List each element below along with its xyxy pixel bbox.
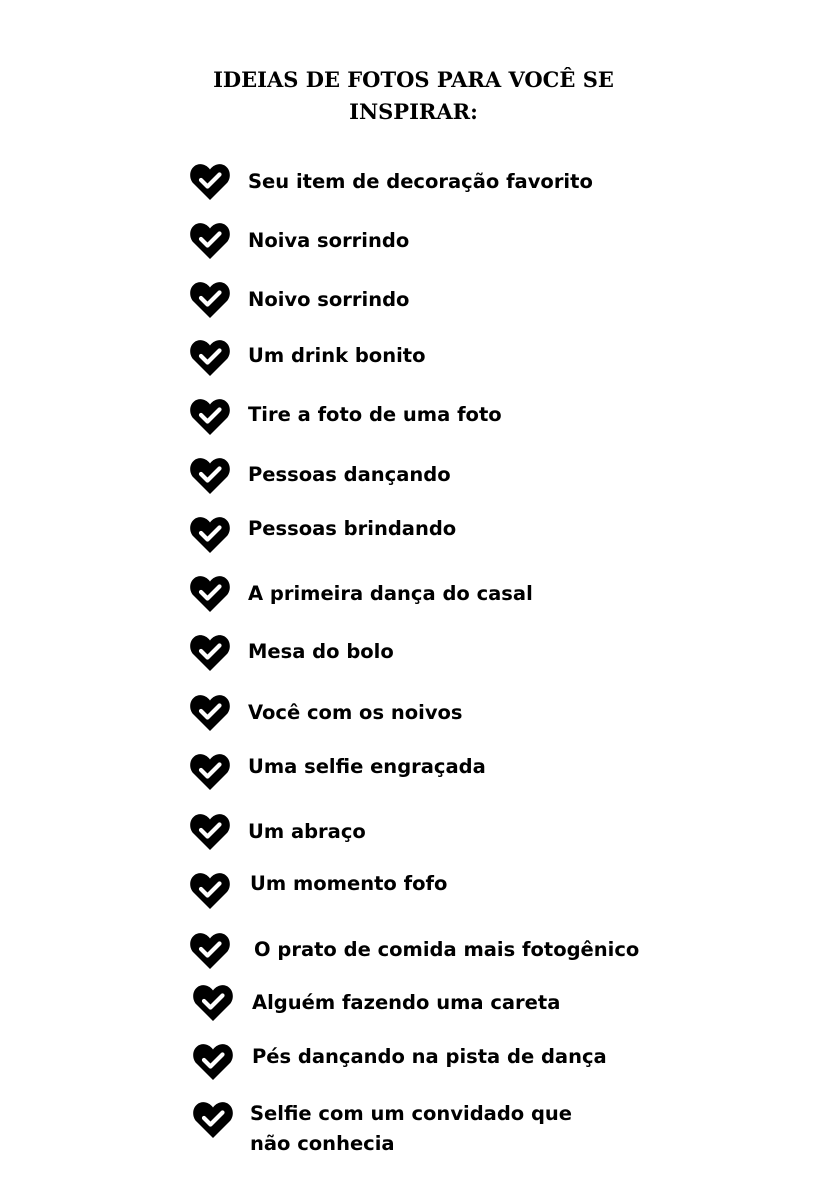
checklist-item-label: Um momento fofo: [250, 872, 448, 895]
heart-check-icon: [190, 634, 230, 672]
heart-check-icon: [190, 163, 230, 201]
page-title-line-2: INSPIRAR:: [349, 99, 478, 124]
heart-check-icon: [193, 1043, 233, 1081]
heart-check-icon: [190, 753, 230, 791]
checklist-item-label: Noivo sorrindo: [248, 288, 410, 311]
checklist-item-label: Pés dançando na pista de dança: [252, 1045, 607, 1068]
checklist-item-label: Noiva sorrindo: [248, 229, 410, 252]
checklist-item-label: Alguém fazendo uma careta: [252, 991, 561, 1014]
checklist-item-label: Selfie com um convidado que não conhecia: [250, 1102, 573, 1155]
heart-check-icon: [190, 457, 230, 495]
checklist-item-label: Uma selfie engraçada: [248, 755, 486, 778]
checklist-item-label: Você com os noivos: [248, 701, 463, 724]
heart-check-icon: [190, 872, 230, 910]
checklist-item-label: Seu item de decoração favorito: [248, 170, 593, 193]
checklist-item-label: Um abraço: [248, 820, 366, 843]
checklist-item-label: Pessoas brindando: [248, 517, 457, 540]
heart-check-icon: [193, 1101, 233, 1139]
checklist-item-label: Pessoas dançando: [248, 463, 451, 486]
heart-check-icon: [193, 984, 233, 1022]
heart-check-icon: [190, 281, 230, 319]
checklist-item-label: O prato de comida mais fotogênico: [254, 938, 640, 961]
heart-check-icon: [190, 932, 230, 970]
checklist-item-label: Um drink bonito: [248, 344, 426, 367]
checklist-item-label: Tire a foto de uma foto: [248, 403, 502, 426]
page-title: [0, 64, 827, 128]
heart-check-icon: [190, 516, 230, 554]
checklist-item-label: Mesa do bolo: [248, 640, 394, 663]
heart-check-icon: [190, 813, 230, 851]
heart-check-icon: [190, 398, 230, 436]
heart-check-icon: [190, 694, 230, 732]
heart-check-icon: [190, 339, 230, 377]
page-title-line-1: IDEIAS DE FOTOS PARA VOCÊ SE: [213, 67, 614, 92]
checklist-item-label: A primeira dança do casal: [248, 582, 533, 605]
heart-check-icon: [190, 575, 230, 613]
heart-check-icon: [190, 222, 230, 260]
